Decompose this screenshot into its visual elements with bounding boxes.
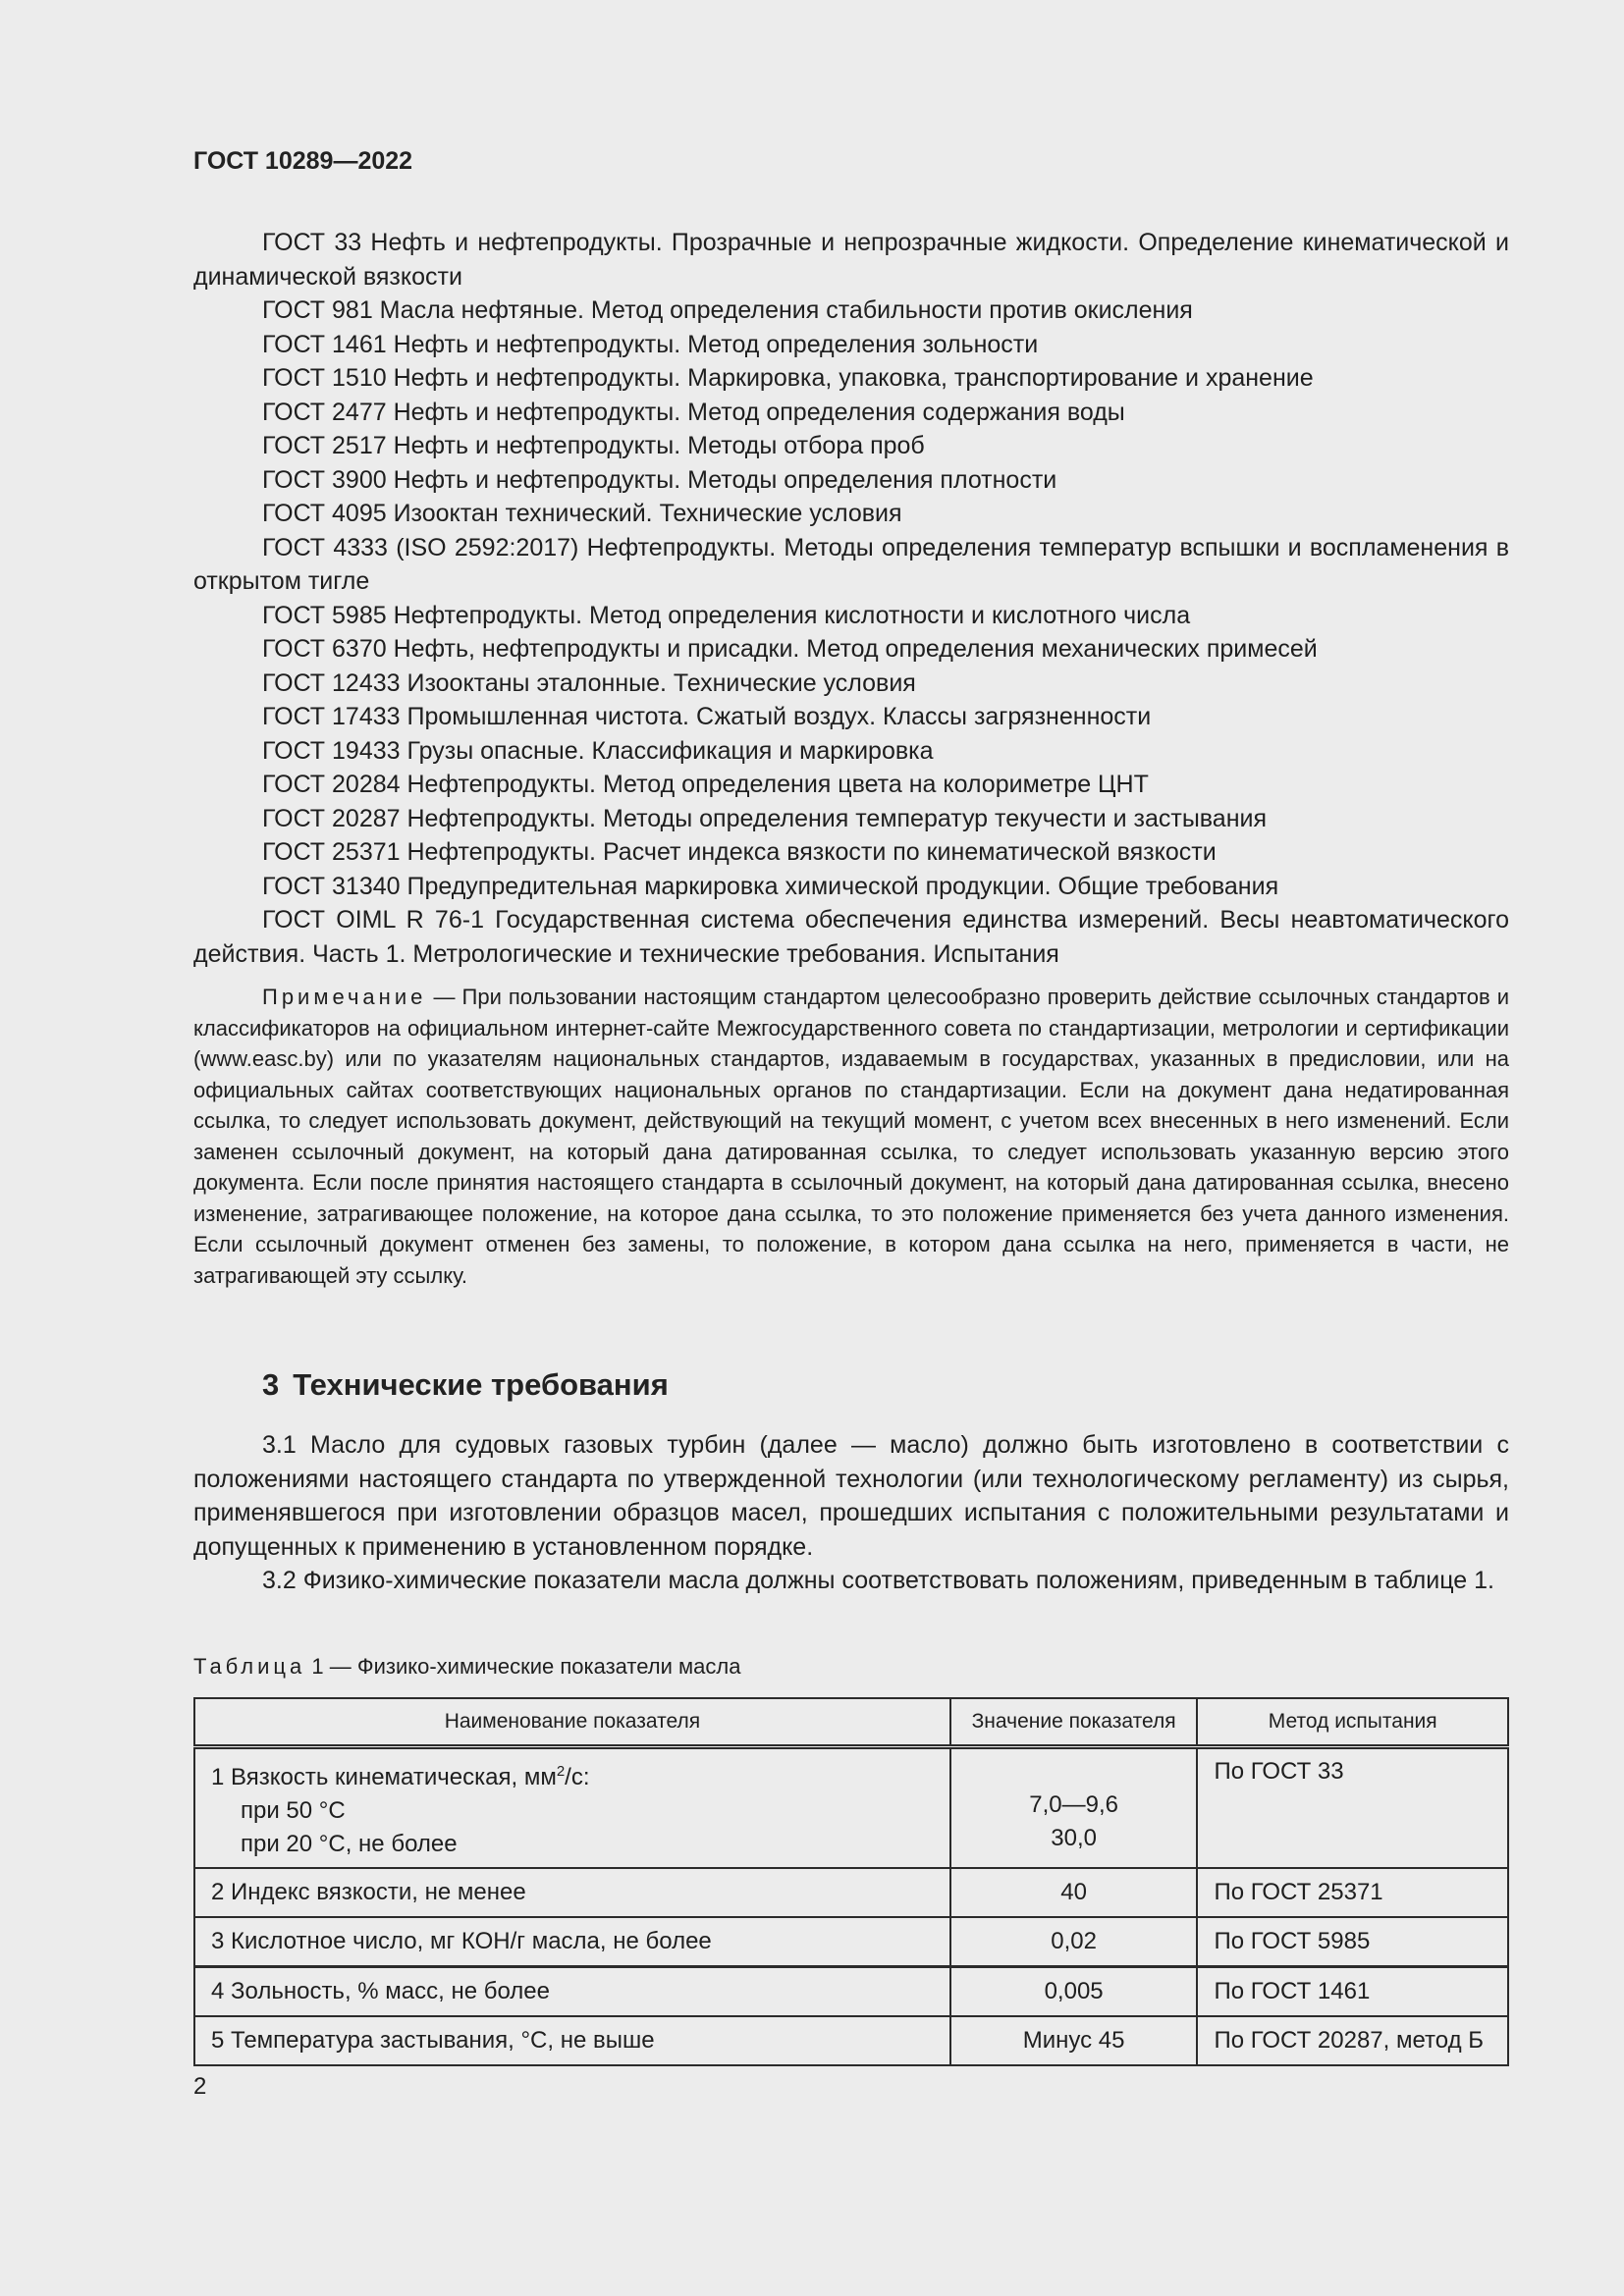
table-row [194, 1868, 1508, 1917]
header-parameter-value: Значение показателя [950, 1698, 1198, 1747]
table-caption-label: Таблица [193, 1654, 306, 1679]
reference-item: ГОСТ 1510 Нефть и нефтепродукты. Маркировка, упаковка, транспортирование и хранение [262, 364, 1314, 392]
reference-item: ГОСТ 2517 Нефть и нефтепродукты. Методы отбора проб [262, 432, 925, 459]
parameter-value-cell: 40 [950, 1868, 1198, 1917]
reference-item: ГОСТ OIML R 76-1 Государственная система обеспечения единства измерений. Весы неавтоматического действия. Часть 1. Метрологические и технические требования. Испытания [193, 906, 1509, 968]
header-parameter-name: Наименование показателя [194, 1698, 950, 1747]
reference-item: ГОСТ 2477 Нефть и нефтепродукты. Метод определения содержания воды [262, 398, 1125, 426]
parameter-value-cell: 0,005 [950, 1967, 1198, 2017]
parameter-name-cell: 5 Температура застывания, °С, не выше [194, 2016, 950, 2065]
page-number: 2 [193, 2073, 207, 2100]
unit-superscript: 2 [556, 1763, 566, 1780]
clause-3-2: 3.2 Физико-химические показатели масла должны соответствовать положениям, приведенным в таблице 1. [262, 1567, 1494, 1594]
table-header-row [194, 1698, 1508, 1747]
reference-item: ГОСТ 981 Масла нефтяные. Метод определения стабильности против окисления [262, 296, 1193, 324]
parameter-name [211, 1764, 590, 1790]
test-method-cell: По ГОСТ 5985 [1197, 1917, 1508, 1967]
unit-tail: /с: [565, 1764, 590, 1790]
section-heading [262, 1367, 669, 1403]
viscosity-label: 1 Вязкость кинематическая, мм [211, 1764, 557, 1790]
reference-item: ГОСТ 20284 Нефтепродукты. Метод определения цвета на колориметре ЦНТ [262, 771, 1149, 798]
parameter-value: 30,0 [1051, 1825, 1097, 1851]
table-row [194, 1747, 1508, 1869]
test-method-cell: По ГОСТ 20287, метод Б [1197, 2016, 1508, 2065]
parameter-name-cell: 2 Индекс вязкости, не менее [194, 1868, 950, 1917]
parameter-name-cell: 3 Кислотное число, мг КОН/г масла, не более [194, 1917, 950, 1967]
reference-item: ГОСТ 4095 Изооктан технический. Технические условия [262, 500, 902, 527]
reference-item: ГОСТ 1461 Нефть и нефтепродукты. Метод определения зольности [262, 330, 1039, 358]
sub-condition: при 50 °С [241, 1797, 346, 1824]
reference-item: ГОСТ 5985 Нефтепродукты. Метод определения кислотности и кислотного числа [262, 601, 1191, 629]
table-row [194, 1967, 1508, 2017]
value-blank [959, 1755, 1189, 1789]
note-label: Примечание [262, 985, 427, 1009]
table-row [194, 1917, 1508, 1967]
section-clauses [193, 1428, 1509, 1598]
table-caption [193, 1654, 740, 1680]
reference-item: ГОСТ 12433 Изооктаны эталонные. Технические условия [262, 668, 916, 697]
reference-item: ГОСТ 19433 Грузы опасные. Классификация и маркировка [262, 736, 934, 765]
reference-item: ГОСТ 20287 Нефтепродукты. Методы определения температур текучести и застывания [262, 804, 1268, 832]
table-row [194, 2016, 1508, 2065]
section-number: 3 [262, 1367, 280, 1402]
parameter-value-cell [950, 1747, 1198, 1869]
document-code: ГОСТ 10289—2022 [193, 147, 413, 175]
parameter-value-cell: Минус 45 [950, 2016, 1198, 2065]
reference-item: ГОСТ 3900 Нефть и нефтепродукты. Методы определения плотности [262, 465, 1057, 494]
reference-item: ГОСТ 25371 Нефтепродукты. Расчет индекса вязкости по кинематической вязкости [262, 838, 1217, 866]
parameter-name-cell [194, 1747, 950, 1869]
reference-item: ГОСТ 31340 Предупредительная маркировка химической продукции. Общие требования [262, 872, 1279, 900]
test-method-cell: По ГОСТ 33 [1197, 1747, 1508, 1869]
header-test-method: Метод испытания [1197, 1698, 1508, 1747]
reference-item: ГОСТ 17433 Промышленная чистота. Сжатый воздух. Классы загрязненности [262, 703, 1152, 730]
reference-item: ГОСТ 4333 (ISO 2592:2017) Нефтепродукты. Методы определения температур вспышки и воспламенения в открытом тигле [193, 533, 1509, 595]
section-title: Технические требования [293, 1367, 669, 1402]
note-paragraph [193, 982, 1509, 1291]
reference-item: ГОСТ 6370 Нефть, нефтепродукты и присадки. Метод определения механических примесей [262, 635, 1318, 663]
note-text: — При пользовании настоящим стандартом целесообразно проверить действие ссылочных стандартов и классификаторов на официальном интернет-сайте Межгосударственного совета по стандартизации, метрологии и сертификации (www.easc.by) или по указателям национальных стандартов, издаваемым в государствах, указанных в предисловии, или на официальных сайтах соответствующих национальных органов по стандартизации. Если на документ дана недатированная ссылка, то следует использовать документ, действующий на текущий момент, с учетом всех внесенных в него изменений. Если заменен ссылочный документ, на который дана датированная ссылка, то следует использовать указанную версию этого документа. Если после принятия настоящего стандарта в ссылочный документ, на который дана датированная ссылка, внесено изменение, затрагивающее положение, на которое дана ссылка, то это положение применяется без учета данного изменения. Если ссылочный документ отменен без замены, то положение, в котором дана ссылка на него, применяется в части, не затрагивающей эту ссылку. [193, 985, 1509, 1288]
parameter-value: 7,0—9,6 [1029, 1791, 1118, 1818]
physicochemical-parameters-table [193, 1697, 1509, 2066]
test-method-cell: По ГОСТ 1461 [1197, 1967, 1508, 2017]
test-method-cell: По ГОСТ 25371 [1197, 1868, 1508, 1917]
table-caption-text: 1 — Физико-химические показатели масла [311, 1654, 741, 1679]
reference-item: ГОСТ 33 Нефть и нефтепродукты. Прозрачные и непрозрачные жидкости. Определение кинематической и динамической вязкости [193, 229, 1509, 291]
parameter-value-cell: 0,02 [950, 1917, 1198, 1967]
normative-references-list [193, 226, 1509, 971]
sub-condition: при 20 °С, не более [241, 1831, 458, 1857]
clause-3-1: 3.1 Масло для судовых газовых турбин (далее — масло) должно быть изготовлено в соответствии с положениями настоящего стандарта по утвержденной технологии (или технологическому регламенту) из сырья, применявшегося при изготовлении образцов масел, прошедших испытания с положительными результатами и допущенных к применению в установленном порядке. [193, 1431, 1509, 1561]
parameter-name-cell: 4 Зольность, % масс, не более [194, 1967, 950, 2017]
